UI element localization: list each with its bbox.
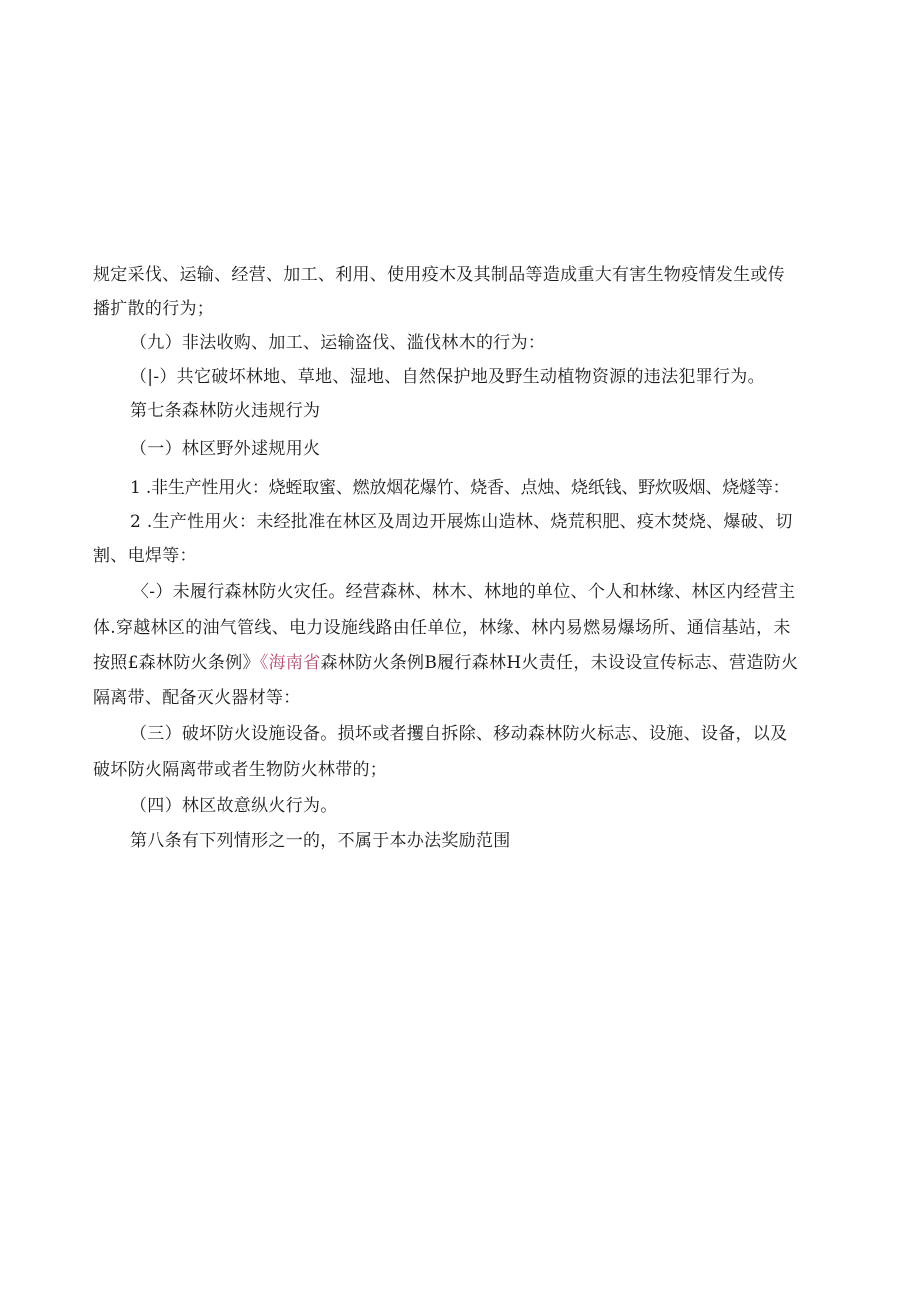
paragraph-item-1: （一）林区野外逑规用火	[130, 439, 321, 459]
text-span: 按照£森林防火条例》	[93, 653, 260, 673]
paragraph-line: 破坏防火隔离带或者生物防火林带的；	[93, 760, 388, 780]
article-7-heading: 第七条森林防火违规行为	[130, 401, 321, 421]
paragraph-line: 播扩散的行为；	[93, 299, 215, 319]
paragraph-item-3: （三）破坏防火设施设备。损坏或者攫自拆除、移动森林防火标志、设施、设备，以及	[130, 724, 788, 744]
paragraph-line: 规定采伐、运输、经营、加工、利用、使用疫木及其制品等造成重大有害生物疫情发生或传	[93, 265, 785, 285]
paragraph-sub-1: 1 .非生产性用火：烧蛭取蜜、燃放烟花爆竹、烧香、点烛、烧纸钱、野炊吸烟、烧燧等：	[130, 478, 790, 498]
paragraph-line: 体.穿越林区的油气管线、电力设施线路由任单位，林缘、林内易燃易爆场所、通信基站，未	[93, 618, 791, 638]
paragraph-sub-2: 2 .生产性用火：未经批准在林区及周边开展炼山造林、烧荒积肥、疫木焚烧、爆破、切	[130, 512, 793, 532]
highlighted-text-span: 《海南省	[259, 653, 321, 673]
paragraph-line: 隔离带、配备灭火器材等：	[93, 688, 301, 708]
paragraph-item-10: （|-）共它破坏林地、草地、湿地、自然保护地及野生动植物资源的违法犯罪行为。	[130, 367, 765, 387]
article-8-heading: 第八条有下列情形之一的，不属于本办法奖励范围	[130, 831, 511, 851]
paragraph-item-4: （四）林区故意纵火行为。	[130, 796, 338, 816]
paragraph-item-2: 〈-）未履行森林防火灾任。经营森林、林木、林地的单位、个人和林缘、林区内经营主	[132, 582, 796, 602]
text-span: 森林防火条例B履行森林H火责任，未设设宣传标志、营造防火	[320, 653, 799, 673]
paragraph-line	[93, 651, 798, 675]
paragraph-item-9: （九）非法收购、加工、运输盗伐、滥伐林木的行为：	[130, 333, 546, 353]
paragraph-line: 割、电焊等：	[93, 546, 197, 566]
